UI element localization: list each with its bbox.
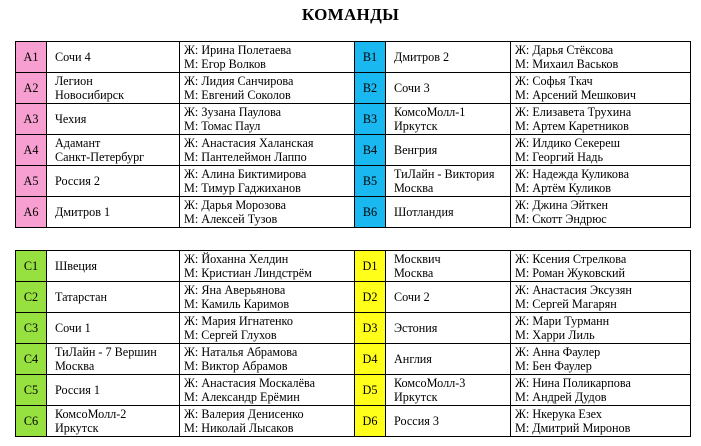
team-code: C1 <box>16 251 47 282</box>
team-players <box>511 251 691 282</box>
team-code: A4 <box>16 135 47 166</box>
team-name-line: Сочи 3 <box>394 81 430 95</box>
team-players-line: М: Бен Фаулер <box>515 359 592 373</box>
team-code: C3 <box>16 313 47 344</box>
team-players-line: Ж: Нкерука Езех <box>515 407 603 421</box>
team-name-line: Легион <box>55 74 93 88</box>
team-code: D4 <box>355 344 386 375</box>
table-row <box>16 104 691 135</box>
team-players-line: Ж: Ксения Стрелкова <box>515 252 627 266</box>
team-code: A5 <box>16 166 47 197</box>
team-name-line: Иркутск <box>55 421 99 435</box>
team-code: C6 <box>16 406 47 437</box>
team-players-line: Ж: Анастасия Халанская <box>184 136 314 150</box>
team-name-line: Швеция <box>55 259 98 273</box>
team-name <box>47 104 180 135</box>
team-players-line: М: Арсений Мешкович <box>515 88 637 102</box>
team-code: A1 <box>16 42 47 73</box>
team-name-line: Москва <box>394 181 434 195</box>
team-name <box>47 375 180 406</box>
team-code: D6 <box>355 406 386 437</box>
team-players-line: М: Камиль Каримов <box>184 297 290 311</box>
team-name-line: Москвич <box>394 252 441 266</box>
team-code: A2 <box>16 73 47 104</box>
team-name-line: Татарстан <box>55 290 108 304</box>
team-players <box>511 166 691 197</box>
team-code: B3 <box>355 104 386 135</box>
team-name <box>47 197 180 228</box>
team-players-line: М: Александр Ерёмин <box>184 390 300 404</box>
table-row <box>16 197 691 228</box>
team-code: B5 <box>355 166 386 197</box>
team-name <box>386 104 511 135</box>
team-name-line: Иркутск <box>394 390 438 404</box>
team-code: A3 <box>16 104 47 135</box>
table-row <box>16 42 691 73</box>
team-players-line: Ж: Софья Ткач <box>515 74 593 88</box>
team-players-line: Ж: Зузана Паулова <box>184 105 282 119</box>
team-players <box>511 73 691 104</box>
team-name-line: Иркутск <box>394 119 438 133</box>
team-name <box>47 251 180 282</box>
team-players-line: М: Виктор Абрамов <box>184 359 288 373</box>
team-players <box>180 375 355 406</box>
team-players-line: М: Дмитрий Миронов <box>515 421 631 435</box>
team-players-line: М: Андрей Дудов <box>515 390 607 404</box>
team-name-line: Эстония <box>394 321 438 335</box>
team-players <box>180 313 355 344</box>
team-players <box>511 313 691 344</box>
team-name <box>47 344 180 375</box>
team-players-line: М: Артём Куликов <box>515 181 612 195</box>
team-players <box>180 73 355 104</box>
team-name <box>386 42 511 73</box>
team-players-line: Ж: Мари Турманн <box>515 314 610 328</box>
team-players-line: Ж: Ирина Полетаева <box>184 43 292 57</box>
table-row <box>16 406 691 437</box>
team-name <box>47 73 180 104</box>
team-players-line: Ж: Дарья Морозова <box>184 198 287 212</box>
table-row <box>16 135 691 166</box>
team-players-line: Ж: Йоханна Хелдин <box>184 252 289 266</box>
team-players-line: М: Сергей Глухов <box>184 328 277 342</box>
team-players <box>511 135 691 166</box>
team-code: C2 <box>16 282 47 313</box>
team-players-line: Ж: Анастасия Москалёва <box>184 376 316 390</box>
team-players <box>180 282 355 313</box>
team-players <box>511 375 691 406</box>
table-row <box>16 375 691 406</box>
team-code: D2 <box>355 282 386 313</box>
team-name-line: Дмитров 1 <box>55 205 111 219</box>
team-players-line: М: Евгений Соколов <box>184 88 291 102</box>
teams-table-ab <box>15 41 691 228</box>
team-players-line: Ж: Елизавета Трухина <box>515 105 632 119</box>
team-code: B4 <box>355 135 386 166</box>
team-name-line: ТиЛайн - 7 Вершин <box>55 345 157 359</box>
team-name <box>386 166 511 197</box>
team-name <box>386 197 511 228</box>
team-name-line: Россия 3 <box>394 414 439 428</box>
team-name <box>386 406 511 437</box>
team-name <box>386 375 511 406</box>
team-name <box>386 135 511 166</box>
team-name-line: Дмитров 2 <box>394 50 450 64</box>
team-players-line: М: Сергей Магарян <box>515 297 617 311</box>
team-players-line: Ж: Мария Игнатенко <box>184 314 293 328</box>
team-name-line: Москва <box>55 359 95 373</box>
table-row <box>16 344 691 375</box>
team-name-line: КомсоМолл-1 <box>394 105 466 119</box>
team-name-line: Англия <box>394 352 432 366</box>
team-players-line: Ж: Джина Эйткен <box>515 198 609 212</box>
team-players-line: Ж: Наталья Абрамова <box>184 345 298 359</box>
team-name-line: КомсоМолл-2 <box>55 407 127 421</box>
team-players-line: Ж: Валерия Денисенко <box>184 407 304 421</box>
team-name <box>47 166 180 197</box>
team-players-line: М: Кристиан Линдстрём <box>184 266 312 280</box>
team-players-line: Ж: Анна Фаулер <box>515 345 601 359</box>
team-players-line: М: Артем Каретников <box>515 119 629 133</box>
team-players-line: М: Егор Волков <box>184 57 266 71</box>
team-code: D5 <box>355 375 386 406</box>
team-players-line: М: Скотт Эндрюс <box>515 212 607 226</box>
team-players <box>180 135 355 166</box>
team-players <box>511 104 691 135</box>
page-title: КОМАНДЫ <box>301 5 400 24</box>
team-name <box>47 135 180 166</box>
team-players-line: М: Михаил Васьков <box>515 57 619 71</box>
team-code: A6 <box>16 197 47 228</box>
team-players <box>511 406 691 437</box>
team-players-line: М: Роман Жуковский <box>515 266 626 280</box>
team-players-line: М: Харри Лиль <box>515 328 595 342</box>
team-players <box>180 104 355 135</box>
team-players-line: М: Томас Паул <box>184 119 261 133</box>
table-row <box>16 251 691 282</box>
team-name <box>386 344 511 375</box>
team-name <box>386 282 511 313</box>
team-name <box>47 406 180 437</box>
team-code: B6 <box>355 197 386 228</box>
team-players <box>180 251 355 282</box>
team-name-line: Чехия <box>55 112 87 126</box>
team-name-line: ТиЛайн - Виктория <box>394 167 495 181</box>
team-name <box>47 42 180 73</box>
team-players-line: Ж: Дарья Стёксова <box>515 43 614 57</box>
team-name-line: Россия 1 <box>55 383 100 397</box>
team-players <box>511 344 691 375</box>
team-name <box>386 313 511 344</box>
team-name-line: КомсоМолл-3 <box>394 376 466 390</box>
team-name <box>47 282 180 313</box>
team-players-line: М: Пантелеймон Лаппо <box>184 150 307 164</box>
teams-table-cd <box>15 250 691 437</box>
team-players-line: М: Николай Лысаков <box>184 421 294 435</box>
team-name <box>386 251 511 282</box>
table-row <box>16 73 691 104</box>
table-row <box>16 282 691 313</box>
team-players <box>180 166 355 197</box>
team-name-line: Адамант <box>55 136 101 150</box>
team-players-line: Ж: Яна Аверьянова <box>184 283 286 297</box>
team-players <box>180 406 355 437</box>
team-players <box>180 42 355 73</box>
team-name-line: Сочи 2 <box>394 290 430 304</box>
team-players-line: Ж: Алина Биктимирова <box>184 167 307 181</box>
team-players-line: Ж: Анастасия Эксузян <box>515 283 632 297</box>
team-name-line: Венгрия <box>394 143 438 157</box>
team-players <box>511 42 691 73</box>
team-players-line: Ж: Нина Поликарпова <box>515 376 631 390</box>
team-name-line: Санкт-Петербург <box>55 150 145 164</box>
team-code: B1 <box>355 42 386 73</box>
team-code: C5 <box>16 375 47 406</box>
team-name-line: Сочи 4 <box>55 50 91 64</box>
team-players-line: М: Георгий Надь <box>515 150 604 164</box>
team-players-line: Ж: Надежда Куликова <box>515 167 630 181</box>
team-players <box>180 197 355 228</box>
table-row <box>16 166 691 197</box>
team-code: D1 <box>355 251 386 282</box>
team-players <box>511 282 691 313</box>
team-players-line: Ж: Илдико Секереш <box>515 136 621 150</box>
team-name-line: Москва <box>394 266 434 280</box>
team-players <box>511 197 691 228</box>
team-players-line: Ж: Лидия Санчирова <box>184 74 294 88</box>
team-code: C4 <box>16 344 47 375</box>
team-code: D3 <box>355 313 386 344</box>
table-row <box>16 313 691 344</box>
team-name-line: Сочи 1 <box>55 321 91 335</box>
team-players-line: М: Тимур Гаджиханов <box>184 181 301 195</box>
team-players-line: М: Алексей Тузов <box>184 212 278 226</box>
team-name <box>47 313 180 344</box>
team-name <box>386 73 511 104</box>
team-name-line: Новосибирск <box>55 88 125 102</box>
team-name-line: Россия 2 <box>55 174 100 188</box>
team-players <box>180 344 355 375</box>
team-code: B2 <box>355 73 386 104</box>
team-name-line: Шотландия <box>394 205 454 219</box>
